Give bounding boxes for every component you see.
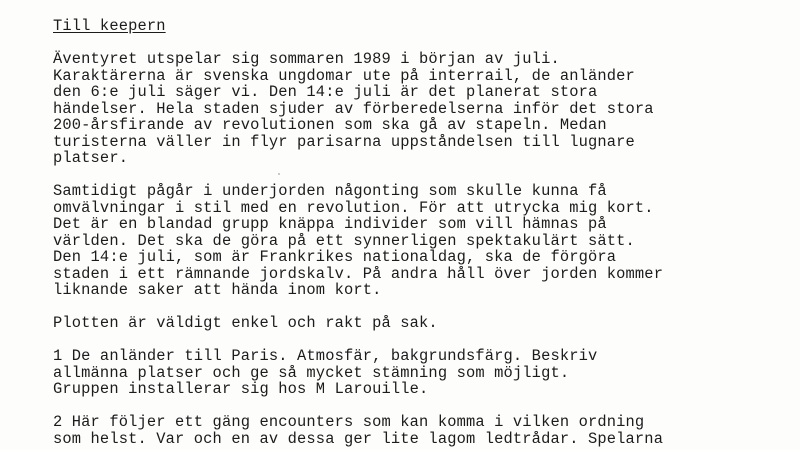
text-line: allmänna platser och ge så mycket stämning som möjligt. xyxy=(53,363,570,382)
text-line: den 6:e juli säger vi. Den 14:e juli är det planerat stora xyxy=(53,83,598,101)
text-line: turisterna väller in flyr parisarna uppståndelsen till lugnare xyxy=(53,132,635,151)
text-line: liknande saker att hända inom kort. xyxy=(53,281,382,299)
text-line: Det är en blandad grupp knäppa individer som vill hämnas på xyxy=(53,215,607,233)
text-line: Plotten är väldigt enkel och rakt på sak. xyxy=(53,314,438,332)
paragraph-intro xyxy=(53,51,793,167)
text-line: staden i ett rämnande jordskalv. På andra håll över jorden kommer xyxy=(53,264,664,283)
typewritten-text xyxy=(53,18,793,450)
text-line: Samtidigt pågår i underjorden någonting som skulle kunna få xyxy=(53,182,607,200)
text-line: platser. xyxy=(53,149,129,167)
text-line: Karaktärerna är svenska ungdomar ute på interrail, de anländer xyxy=(53,66,635,85)
text-line: 1 De anländer till Paris. Atmosfär, bakgrundsfärg. Beskriv xyxy=(53,347,598,365)
text-line: 200-årsfirande av revolutionen som ska gå av stapeln. Medan xyxy=(53,116,607,134)
document-heading: Till keepern xyxy=(53,17,166,35)
text-line: 2 Här följer ett gäng encounters som kan komma i vilken ordning xyxy=(53,413,645,431)
paragraph-plot xyxy=(53,315,793,332)
text-line: Äventyret utspelar sig sommaren 1989 i början av juli. xyxy=(53,50,560,68)
paragraph-step-2 xyxy=(53,414,793,447)
text-line: Den 14:e juli, som är Frankrikes nationaldag, ska de förgöra xyxy=(53,248,617,266)
paragraph-step-1 xyxy=(53,348,793,398)
text-line: som helst. Var och en av dessa ger lite lagom ledtrådar. Spelarna xyxy=(53,429,664,448)
paragraph-underground xyxy=(53,183,793,299)
text-line: händelser. Hela staden sjuder av förberedelserna inför det stora xyxy=(53,99,654,118)
text-line: omvälvningar i stil med en revolution. För att utrycka mig kort. xyxy=(53,198,654,217)
text-line: världen. Det ska de göra på ett synnerligen spektakulärt sätt. xyxy=(53,231,635,250)
text-line: Gruppen installerar sig hos M Larouille. xyxy=(53,380,429,398)
